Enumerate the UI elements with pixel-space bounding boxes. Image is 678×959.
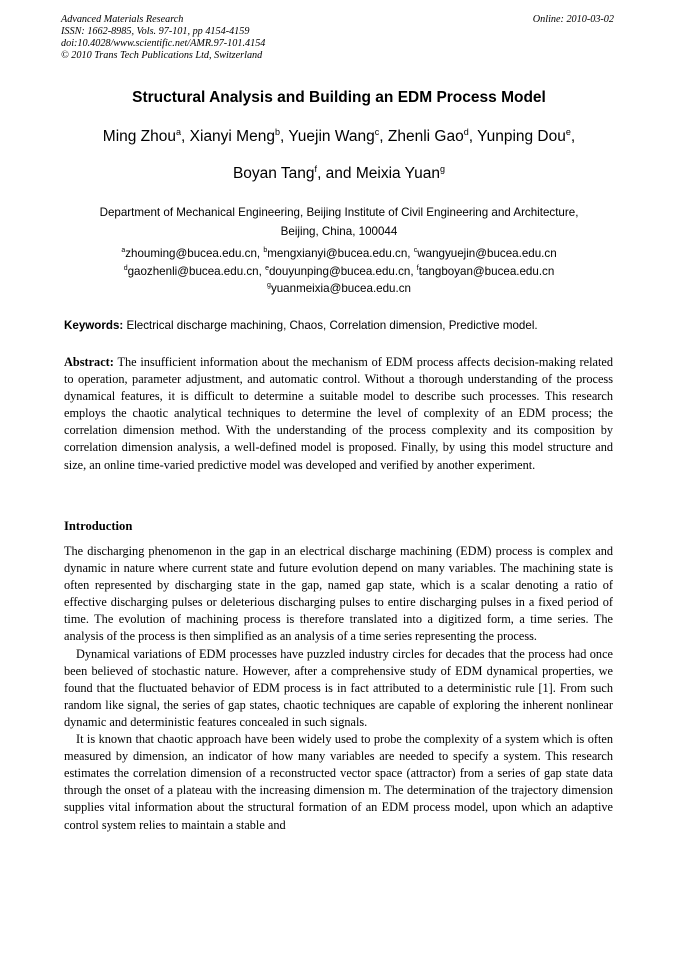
- paragraph: It is known that chaotic approach have been widely used to probe the complexity of a system which is often measured by dimension, an indicator of how many variables are needed to specify a system. This research estimates the correlation dimension of a reconstructed vector space (attractor) from a series of gap state data through the onset of a plateau with the increasing dimension m. The determination of the trajectory dimension supplies vital information about the structural formation of an EDM process model, upon which an adaptive control system relies to maintain a stable and: [64, 732, 613, 832]
- affiliation-line: Department of Mechanical Engineering, Beijing Institute of Civil Engineering and Architecture,: [99, 206, 579, 219]
- email-line: [0, 280, 678, 298]
- keywords-label: Keywords:: [64, 319, 124, 332]
- email-sup: c: [413, 247, 418, 254]
- introduction-body: [64, 543, 613, 834]
- email-sup: f: [416, 264, 419, 272]
- email-link[interactable]: zhouming@bucea.edu.cn: [125, 247, 257, 260]
- online-date: Online: 2010-03-02: [532, 14, 614, 25]
- author-sup: c: [374, 127, 380, 137]
- email-sup: e: [265, 264, 269, 272]
- journal-doi: doi:10.4028/www.scientific.net/AMR.97-101.4154: [61, 38, 266, 49]
- author: Yunping Dou: [477, 128, 566, 145]
- email-sup: g: [267, 282, 271, 289]
- author-sup: f: [314, 164, 318, 174]
- author-line-1: [0, 128, 678, 146]
- author-sup: g: [440, 164, 446, 174]
- author: Ming Zhou: [102, 128, 177, 145]
- abstract: [64, 354, 613, 474]
- author: Meixia Yuan: [355, 165, 441, 182]
- author-sup: d: [463, 127, 469, 137]
- journal-name: Advanced Materials Research: [61, 14, 184, 25]
- email-link[interactable]: mengxianyi@bucea.edu.cn: [267, 247, 408, 260]
- author-sup: b: [274, 127, 280, 137]
- abstract-label: Abstract:: [64, 355, 114, 369]
- section-heading: Introduction: [64, 519, 133, 533]
- affiliation: [0, 203, 678, 241]
- author: Boyan Tang: [232, 165, 315, 182]
- email-line: $^d$gaozhenli@bucea.edu.cn, $^e$douyunping@bucea.edu.cn, $^f$tangboyan@bucea.edu.cn: [123, 264, 555, 278]
- email-line: $^a$zhouming@bucea.edu.cn, $^b$mengxianyi@bucea.edu.cn, $^c$wangyuejin@bucea.edu.cn: [121, 247, 557, 260]
- affiliation-line: Beijing, China, 100044: [280, 225, 398, 238]
- email-sup: b: [263, 247, 268, 254]
- author-separator: , and: [317, 165, 356, 182]
- email-block: [0, 245, 678, 298]
- author-sup: e: [565, 127, 571, 137]
- keywords: [64, 319, 624, 332]
- author: Yuejin Wang: [288, 128, 375, 145]
- email-sup: a: [121, 247, 126, 254]
- paragraph: The discharging phenomenon in the gap in an electrical discharge machining (EDM) process is complex and dynamic in nature where current state and future evolution depend on many variables. The machining state is often represented by discharging state in the gap, named gap state, which is a scalar denoting a ratio of effective discharging pulses or deleterious discharging pulses to entire discharging pulses in a fixed period of time. The evolution of machining process is therefore translated into a digitized form, a time series. The analysis of the process is then simplified as an analysis of a time series representing the process.: [64, 544, 613, 644]
- author: Zhenli Gao: [387, 128, 464, 145]
- author-sup: a: [176, 127, 182, 137]
- email-link[interactable]: tangboyan@bucea.edu.cn: [418, 264, 555, 278]
- author-separator: ,: [570, 128, 576, 145]
- journal-header: [61, 14, 265, 62]
- paragraph: Dynamical variations of EDM processes have puzzled industry circles for decades that the process had once been believed of stochastic nature. However, after a comprehensive study of EDM dynamical properties, we found that the fluctuated behavior of EDM process is in fact attributed to a deterministic rule [1]. From such random like signal, the series of gap states, chaotic techniques are capable of exploring the inherent nonlinear dynamic and deterministic features concealed in such signals.: [64, 646, 613, 729]
- author-separator: ,: [379, 128, 388, 145]
- email-link[interactable]: yuanmeixia@bucea.edu.cn: [270, 282, 411, 295]
- author-separator: ,: [181, 128, 190, 145]
- author-separator: ,: [468, 128, 478, 145]
- paper-title: Structural Analysis and Building an EDM Process Model: [132, 89, 546, 106]
- author: Xianyi Meng: [189, 128, 275, 145]
- email-sup: d: [123, 264, 128, 272]
- author-separator: ,: [279, 128, 289, 145]
- journal-issn: ISSN: 1662-8985, Vols. 97-101, pp 4154-4159: [61, 26, 250, 37]
- email-link[interactable]: wangyuejin@bucea.edu.cn: [417, 247, 557, 260]
- abstract-text: The insufficient information about the mechanism of EDM process affects decision-making related to operation, parameter adjustment, and automatic control. Without a thorough understanding of the process dynamical features, it is difficult to determine a suitable model to describe such processes. This research employs the chaotic analytical techniques to determine the level of complexity of an EDM process; the correlation dimension method. With the understanding of the process complexity and its composition by correlation dimension analysis, a well-defined model is proposed. Finally, by using this model structure and size, an online time-varied predictive model was developed and verified by another experiment.: [64, 355, 613, 472]
- email-link[interactable]: douyunping@bucea.edu.cn: [268, 264, 411, 278]
- journal-copyright: © 2010 Trans Tech Publications Ltd, Switzerland: [61, 50, 263, 61]
- email-link[interactable]: gaozhenli@bucea.edu.cn: [127, 264, 259, 278]
- author-line-2: [0, 165, 678, 183]
- keywords-text: Electrical discharge machining, Chaos, Correlation dimension, Predictive model.: [123, 319, 538, 332]
